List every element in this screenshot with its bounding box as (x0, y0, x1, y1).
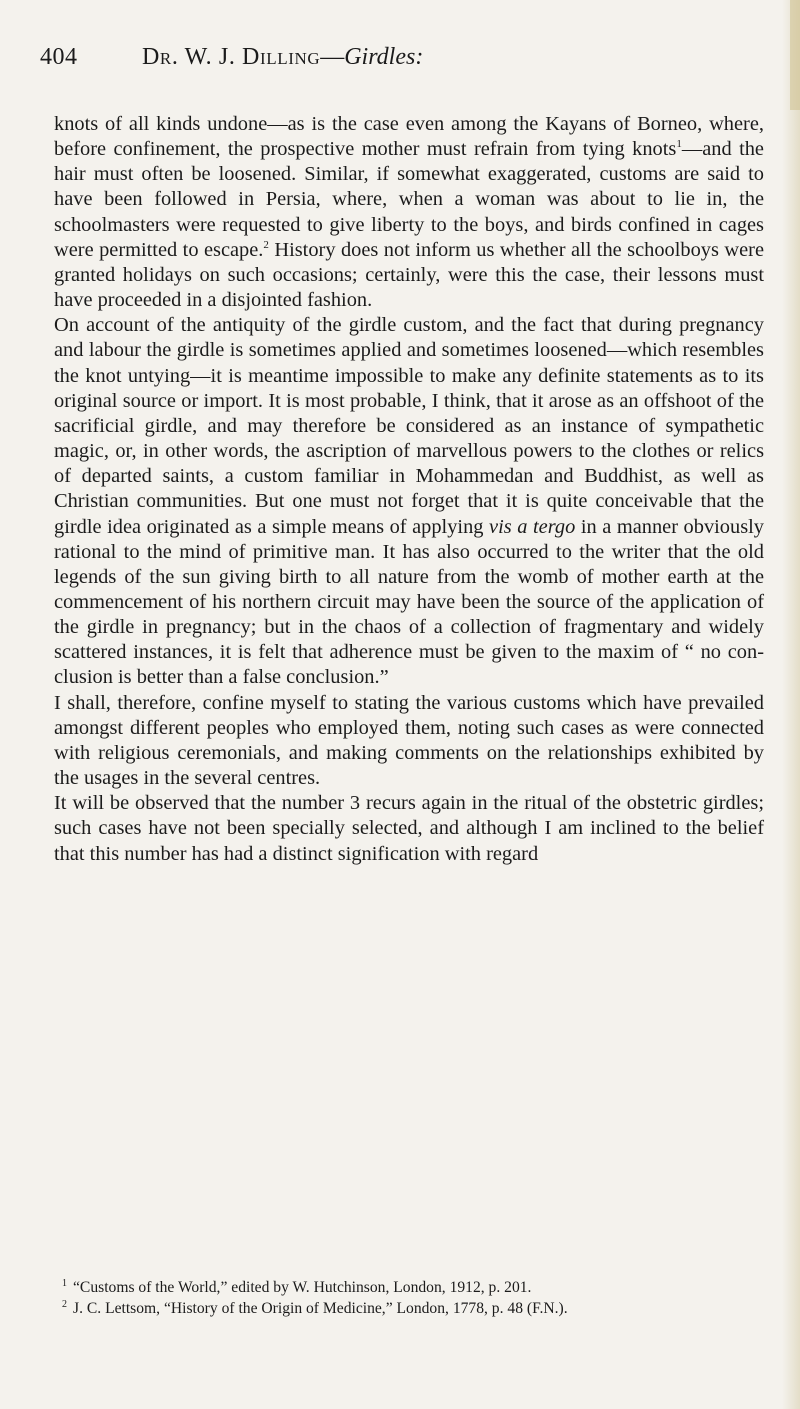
footnote-ref: 2 (263, 238, 269, 251)
paragraph-p2 (54, 313, 764, 690)
text-run: in a manner obviously rational to the mind of primitive man. It has also occurred to the writer that the old legends of the sun giving birth to all nature from the womb of mother earth at the commencement of his northern circuit may have been the source of the application of the girdle in pregnancy; but in the chaos of a collection of fragmentary and widely scattered instances, it is felt that adherence must be given to the maxim of “ no conclusion is better than a false conclusion.” (54, 515, 764, 689)
text-run: knots of all kinds undone—as is the case even among the Kayans of Borneo, where, before confinement, the prospective mother must refrain from tying knots (54, 113, 764, 161)
text-run: I shall, therefore, confine myself to stating the various customs which have prevailed amongst different peoples who employed them, noting such cases as were connected with religious ceremonials, and making comments on the relationships exhibited by the usages in the several centres. (54, 691, 764, 790)
italic-phrase: vis a tergo (489, 515, 576, 538)
running-header (40, 44, 580, 84)
page-edge-shadow (782, 0, 800, 1409)
running-head (142, 44, 423, 71)
footnote-text: “Customs of the World,” edited by W. Hutchinson, London, 1912, p. 201. (73, 1279, 532, 1296)
paragraph-p3 (54, 691, 764, 792)
text-run: History does not inform us whether all the schoolboys were granted holidays on such occasions; certainly, were this the case, their lessons must have proceeded in a disjointed fashion. (54, 238, 764, 312)
body-text (54, 112, 764, 867)
footnote-text: J. C. Lettsom, “History of the Origin of Medicine,” London, 1778, p. 48 (F.N.). (73, 1300, 568, 1318)
text-run: —and the hair must often be loosened. Similar, if somewhat exaggerated, customs are said to have been followed in Persia, where, when a woman was about to lie in, the schoolmasters were requested to give liberty to the boys, and birds confined in cages were permitted to escape. (54, 138, 764, 261)
page-number: 404 (40, 44, 78, 70)
page-edge-stain (790, 0, 800, 110)
footnote (54, 1277, 764, 1298)
header-separator: — (320, 44, 345, 70)
paragraph-p4 (54, 791, 764, 866)
paragraph-p1 (54, 112, 764, 313)
text-run: It will be observed that the number 3 recurs again in the ritual of the obstetric girdles; such cases have not been specially selected, and although I am inclined to the belief that this number has had a distinct signification with regard (54, 792, 764, 865)
footnote (54, 1298, 764, 1319)
author-name: Dr. W. J. Dilling (142, 44, 321, 70)
footnotes (54, 1277, 764, 1319)
chapter-title: Girdles: (344, 44, 424, 70)
footnote-number: 2 (62, 1299, 67, 1311)
footnote-number: 1 (62, 1278, 67, 1289)
text-run: On account of the antiquity of the girdle custom, and the fact that during pregnancy and labour the girdle is sometimes applied and sometimes loosened—which resembles the knot untying—it is meantime impossible to make any definite statements as to its original source or import. It is most probable, I think, that it arose as an offshoot of the sacrificial girdle, and may therefore be considered as an instance of sympathetic magic, or, in other words, the ascription of marvellous powers to the clothes or relics of departed saints, a custom familiar in Mohammedan and Buddhist, as well as Christian communities. But one must not forget that it is quite conceivable that the girdle idea originated as a simple means of applying (54, 314, 764, 538)
footnote-ref: 1 (676, 138, 682, 151)
